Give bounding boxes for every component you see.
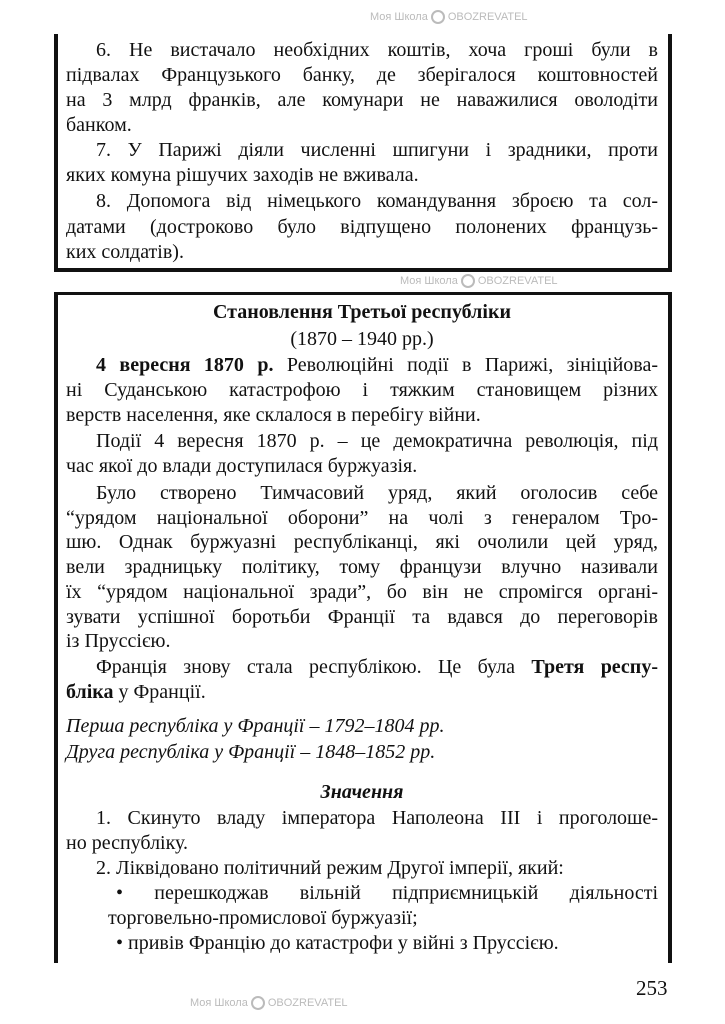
- text-line: шю. Однак буржуазні республіканці, які очолили цей уряд,: [66, 531, 658, 553]
- text-line: зувати успішної боротьби Франції та вдався до переговорів: [66, 606, 658, 628]
- text-line: 6. Не вистачало необхідних коштів, хоча гроші були в: [96, 39, 658, 61]
- watermark-logo-icon: [251, 996, 265, 1010]
- text-line: торговельно-промислової буржуазії;: [108, 907, 418, 929]
- watermark-logo-icon: [461, 274, 475, 288]
- text: Революційні події в Парижі, зініційова-: [286, 354, 659, 376]
- bullet-line: • привів Францію до катастрофи у війні з Пруссією.: [116, 932, 559, 954]
- watermark-text: Моя Школа: [400, 275, 458, 287]
- bullet-line: • перешкоджав вільній підприємницькій діяльності: [116, 882, 658, 904]
- text-line: вели зрадницьку політику, тому французи влучно називали: [66, 556, 658, 578]
- watermark-logo-icon: [431, 10, 445, 24]
- section-heading: Значення: [320, 781, 404, 803]
- watermark-text: OBOZREVATEL: [477, 275, 558, 287]
- text-line: їх “урядом національної зради”, бо він не спромігся органі-: [66, 581, 658, 603]
- watermark-text: OBOZREVATEL: [447, 11, 528, 23]
- watermark-text: Моя Школа: [370, 11, 428, 23]
- italic-note: Перша республіка у Франції – 1792–1804 рр.: [66, 715, 445, 737]
- text-line: ні Суданською катастрофою і тяжким становищем різних: [66, 379, 658, 401]
- text-line: “урядом національної оборони” на чолі з генералом Тро-: [66, 507, 658, 529]
- text-line: датами (достроково було відпущено полонених французь-: [66, 216, 658, 238]
- section-heading: Становлення Третьої республіки: [212, 301, 512, 323]
- text-line: 8. Допомога від німецького командування зброєю та сол-: [96, 190, 658, 212]
- text: Франція знову стала республікою. Це була: [96, 656, 516, 678]
- text-line: банком.: [66, 114, 132, 136]
- text-line: [66, 353, 658, 377]
- text-line: Події 4 вересня 1870 р. – це демократична революція, під: [96, 430, 658, 452]
- text-line: [66, 680, 658, 704]
- text-line: 1. Скинуто владу імператора Наполеона III і проголоше-: [96, 807, 658, 829]
- watermark: [370, 10, 528, 24]
- text: у Франції.: [118, 681, 206, 703]
- text-line: но республіку.: [66, 832, 189, 854]
- text-line: підвалах Французького банку, де зберігалося коштовностей: [66, 64, 658, 86]
- text-line: 7. У Парижі діяли численні шпигуни і зрадники, проти: [96, 139, 658, 161]
- text-line: 2. Ліквідовано політичний режим Другої імперії, який:: [96, 857, 564, 879]
- watermark-text: Моя Школа: [190, 997, 248, 1009]
- text-line: ких солдатів).: [66, 241, 184, 263]
- text-line: яких комуна рішучих заходів не вживала.: [66, 164, 419, 186]
- italic-note: Друга республіка у Франції – 1848–1852 рр.: [66, 741, 436, 763]
- watermark: [400, 274, 558, 288]
- bold-term: Третя респу-: [531, 656, 658, 678]
- date-bold: 4 вересня 1870 р.: [96, 354, 274, 376]
- text-line: час якої до влади доступилася буржуазія.: [66, 455, 418, 477]
- text-line: на 3 млрд франків, але комунари не наважилися оволодіти: [66, 89, 658, 111]
- bold-term: бліка: [66, 681, 114, 703]
- text-line: [66, 655, 658, 679]
- watermark-text: OBOZREVATEL: [267, 997, 348, 1009]
- watermark: [190, 996, 348, 1010]
- text-line: Було створено Тимчасовий уряд, який оголосив себе: [96, 482, 658, 504]
- text-line: із Пруссією.: [66, 630, 171, 652]
- page-number: 253: [636, 976, 668, 1000]
- text-line: верств населення, яке склалося в перебігу війни.: [66, 404, 481, 426]
- section-subheading: (1870 – 1940 рр.): [290, 328, 434, 350]
